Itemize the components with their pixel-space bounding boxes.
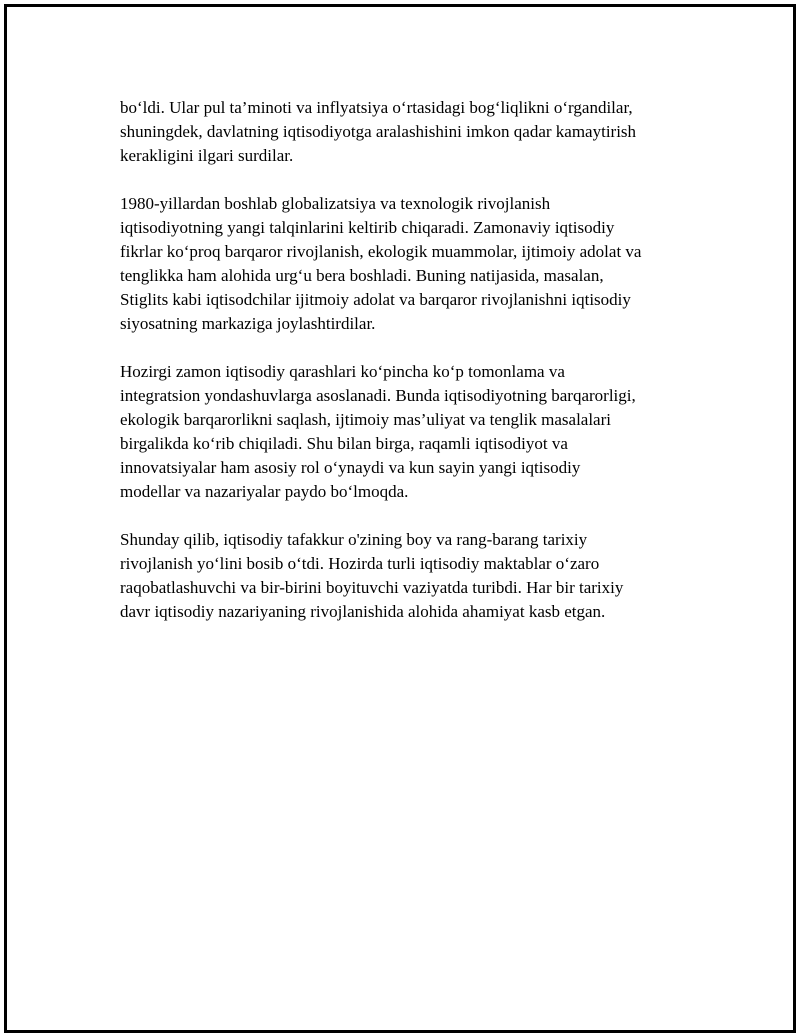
paragraph-2 bbox=[120, 192, 720, 336]
document-body bbox=[120, 96, 720, 648]
text-line: iqtisodiyotning yangi talqinlarini keltirib chiqaradi. Zamonaviy iqtisodiy bbox=[120, 218, 615, 237]
text-line: raqobatlashuvchi va bir-birini boyituvchi vaziyatda turibdi. Har bir tarixiy bbox=[120, 578, 624, 597]
paragraph-4 bbox=[120, 528, 720, 624]
text-line: kerakligini ilgari surdilar. bbox=[120, 146, 294, 165]
text-line: Hozirgi zamon iqtisodiy qarashlari ko‘pincha ko‘p tomonlama va bbox=[120, 362, 565, 381]
text-line: shuningdek, davlatning iqtisodiyotga aralashishini imkon qadar kamaytirish bbox=[120, 122, 637, 141]
paragraph-1 bbox=[120, 96, 720, 168]
text-line: siyosatning markaziga joylashtirdilar. bbox=[120, 314, 376, 333]
page-border bbox=[4, 4, 796, 1033]
text-line: fikrlar ko‘proq barqaror rivojlanish, ekologik muammolar, ijtimoiy adolat va bbox=[120, 242, 642, 261]
text-line: integratsion yondashuvlarga asoslanadi. Bunda iqtisodiyotning barqarorligi, bbox=[120, 386, 636, 405]
text-line: davr iqtisodiy nazariyaning rivojlanishida alohida ahamiyat kasb etgan. bbox=[120, 602, 606, 621]
text-line: rivojlanish yo‘lini bosib o‘tdi. Hozirda turli iqtisodiy maktablar o‘zaro bbox=[120, 554, 600, 573]
paragraph-3 bbox=[120, 360, 720, 504]
text-line: modellar va nazariyalar paydo bo‘lmoqda. bbox=[120, 482, 409, 501]
text-line: birgalikda ko‘rib chiqiladi. Shu bilan birga, raqamli iqtisodiyot va bbox=[120, 434, 568, 453]
text-line: Shunday qilib, iqtisodiy tafakkur o'zining boy va rang-barang tarixiy bbox=[120, 530, 588, 549]
text-line: innovatsiyalar ham asosiy rol o‘ynaydi va kun sayin yangi iqtisodiy bbox=[120, 458, 581, 477]
text-line: ekologik barqarorlikni saqlash, ijtimoiy mas’uliyat va tenglik masalalari bbox=[120, 410, 611, 429]
text-line: 1980-yillardan boshlab globalizatsiya va texnologik rivojlanish bbox=[120, 194, 551, 213]
text-line: tenglikka ham alohida urg‘u bera boshladi. Buning natijasida, masalan, bbox=[120, 266, 604, 285]
text-line: bo‘ldi. Ular pul ta’minoti va inflyatsiya o‘rtasidagi bog‘liqlikni o‘rgandilar, bbox=[120, 98, 633, 117]
text-line: Stiglits kabi iqtisodchilar ijitmoiy adolat va barqaror rivojlanishni iqtisodiy bbox=[120, 290, 631, 309]
